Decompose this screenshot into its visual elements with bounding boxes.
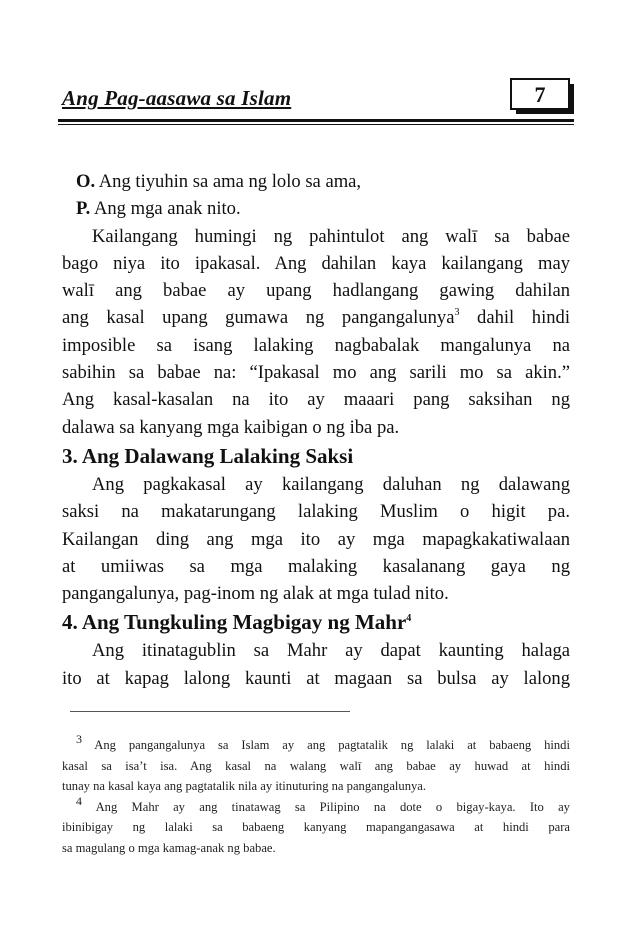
- footnote-4-line: [62, 793, 570, 818]
- footnote-text: Ang Mahr ay ang tinatawag sa Pilipino na dote o bigay-kaya. Ito ay: [95, 799, 570, 814]
- list-item-o: [62, 168, 570, 195]
- page-header: [60, 78, 570, 118]
- paragraph-line: Ang itinatagublin sa Mahr ay dapat kaunting halaga: [92, 640, 570, 662]
- paragraph-line: at umiiwas sa mga malaking kasalanang gaya ng: [62, 555, 570, 577]
- list-letter: O.: [76, 171, 96, 192]
- paragraph-line: ito at kapag lalong kaunti at magaan sa bulsa ay lalong: [62, 667, 570, 689]
- section-heading-3: 3. Ang Dalawang Lalaking Saksi: [62, 443, 354, 468]
- line-segment: ang kasal upang gumawa ng pangangalunya: [62, 307, 455, 329]
- main-text: [62, 168, 570, 692]
- paragraph-line: pangangalunya, pag-inom ng alak at mga tulad nito.: [62, 583, 449, 605]
- paragraph-line: Kailangang humingi ng pahintulot ang walī sa babae: [92, 225, 570, 247]
- footnotes: [62, 732, 570, 858]
- footnote-4-line: sa magulang o mga kamag-anak ng babae.: [62, 840, 276, 855]
- footnote-text: Ang pangangalunya sa Islam ay ang pagtatalik ng lalaki at babaeng hindi: [94, 738, 570, 752]
- running-title: Ang Pag-aasawa sa Islam: [62, 86, 292, 110]
- list-text: Ang mga anak nito.: [93, 198, 241, 220]
- paragraph-line: Kailangan ding ang mga ito ay mga mapagkakatiwalaan: [62, 528, 570, 550]
- header-rule: [58, 119, 574, 122]
- paragraph-line: dalawa sa kanyang mga kaibigan o ng iba pa.: [62, 416, 400, 438]
- line-segment: dahil hindi: [477, 307, 570, 329]
- paragraph-line: saksi na makatarungang lalaking Muslim o higit pa.: [62, 501, 570, 523]
- paragraph-line: Ang kasal-kasalan na ito ay maaari pang saksihan ng: [62, 389, 570, 411]
- footnote-marker-4: 4: [76, 793, 82, 808]
- footnote-ref-4: 4: [406, 613, 412, 625]
- footnote-3-line: kasal sa isa’t isa. Ang kasal na walang walī ang babae ay huwad at hindi: [62, 758, 570, 773]
- paragraph-line: bago niya ito ipakasal. Ang dahilan kaya kailangang may: [62, 252, 570, 274]
- footnote-separator: [70, 711, 350, 712]
- footnote-ref-3: 3: [454, 307, 460, 319]
- footnote-marker-3: 3: [76, 732, 82, 746]
- page-number: 7: [534, 82, 546, 107]
- paragraph-line: [62, 304, 570, 331]
- paragraph-line: walī ang babae ay upang hadlangang gawing dahilan: [62, 280, 570, 302]
- list-item-p: [62, 195, 570, 222]
- paragraph-line: Ang pagkakasal ay kailangang daluhan ng dalawang: [92, 473, 570, 495]
- list-text: Ang tiyuhin sa ama ng lolo sa ama,: [98, 171, 362, 192]
- heading-text: 4. Ang Tungkuling Magbigay ng Mahr: [62, 610, 407, 635]
- paragraph-line: imposible sa isang lalaking nagbabalak mangalunya na: [62, 334, 570, 356]
- footnote-3-line: [62, 732, 570, 756]
- section-heading-4: [62, 607, 570, 637]
- footnote-3-line: tunay na kasal kaya ang pagtatalik nila ay itinuturing na pangangalunya.: [62, 779, 427, 793]
- paragraph-line: sabihin sa babae na: “Ipakasal mo ang sarili mo sa akin.”: [62, 362, 570, 384]
- list-letter: P.: [76, 198, 91, 220]
- page-number-box: [510, 78, 570, 110]
- header-rule-thin: [58, 124, 574, 125]
- footnote-4-line: ibinibigay ng lalaki sa babaeng kanyang mapangangasawa at hindi para: [62, 820, 570, 834]
